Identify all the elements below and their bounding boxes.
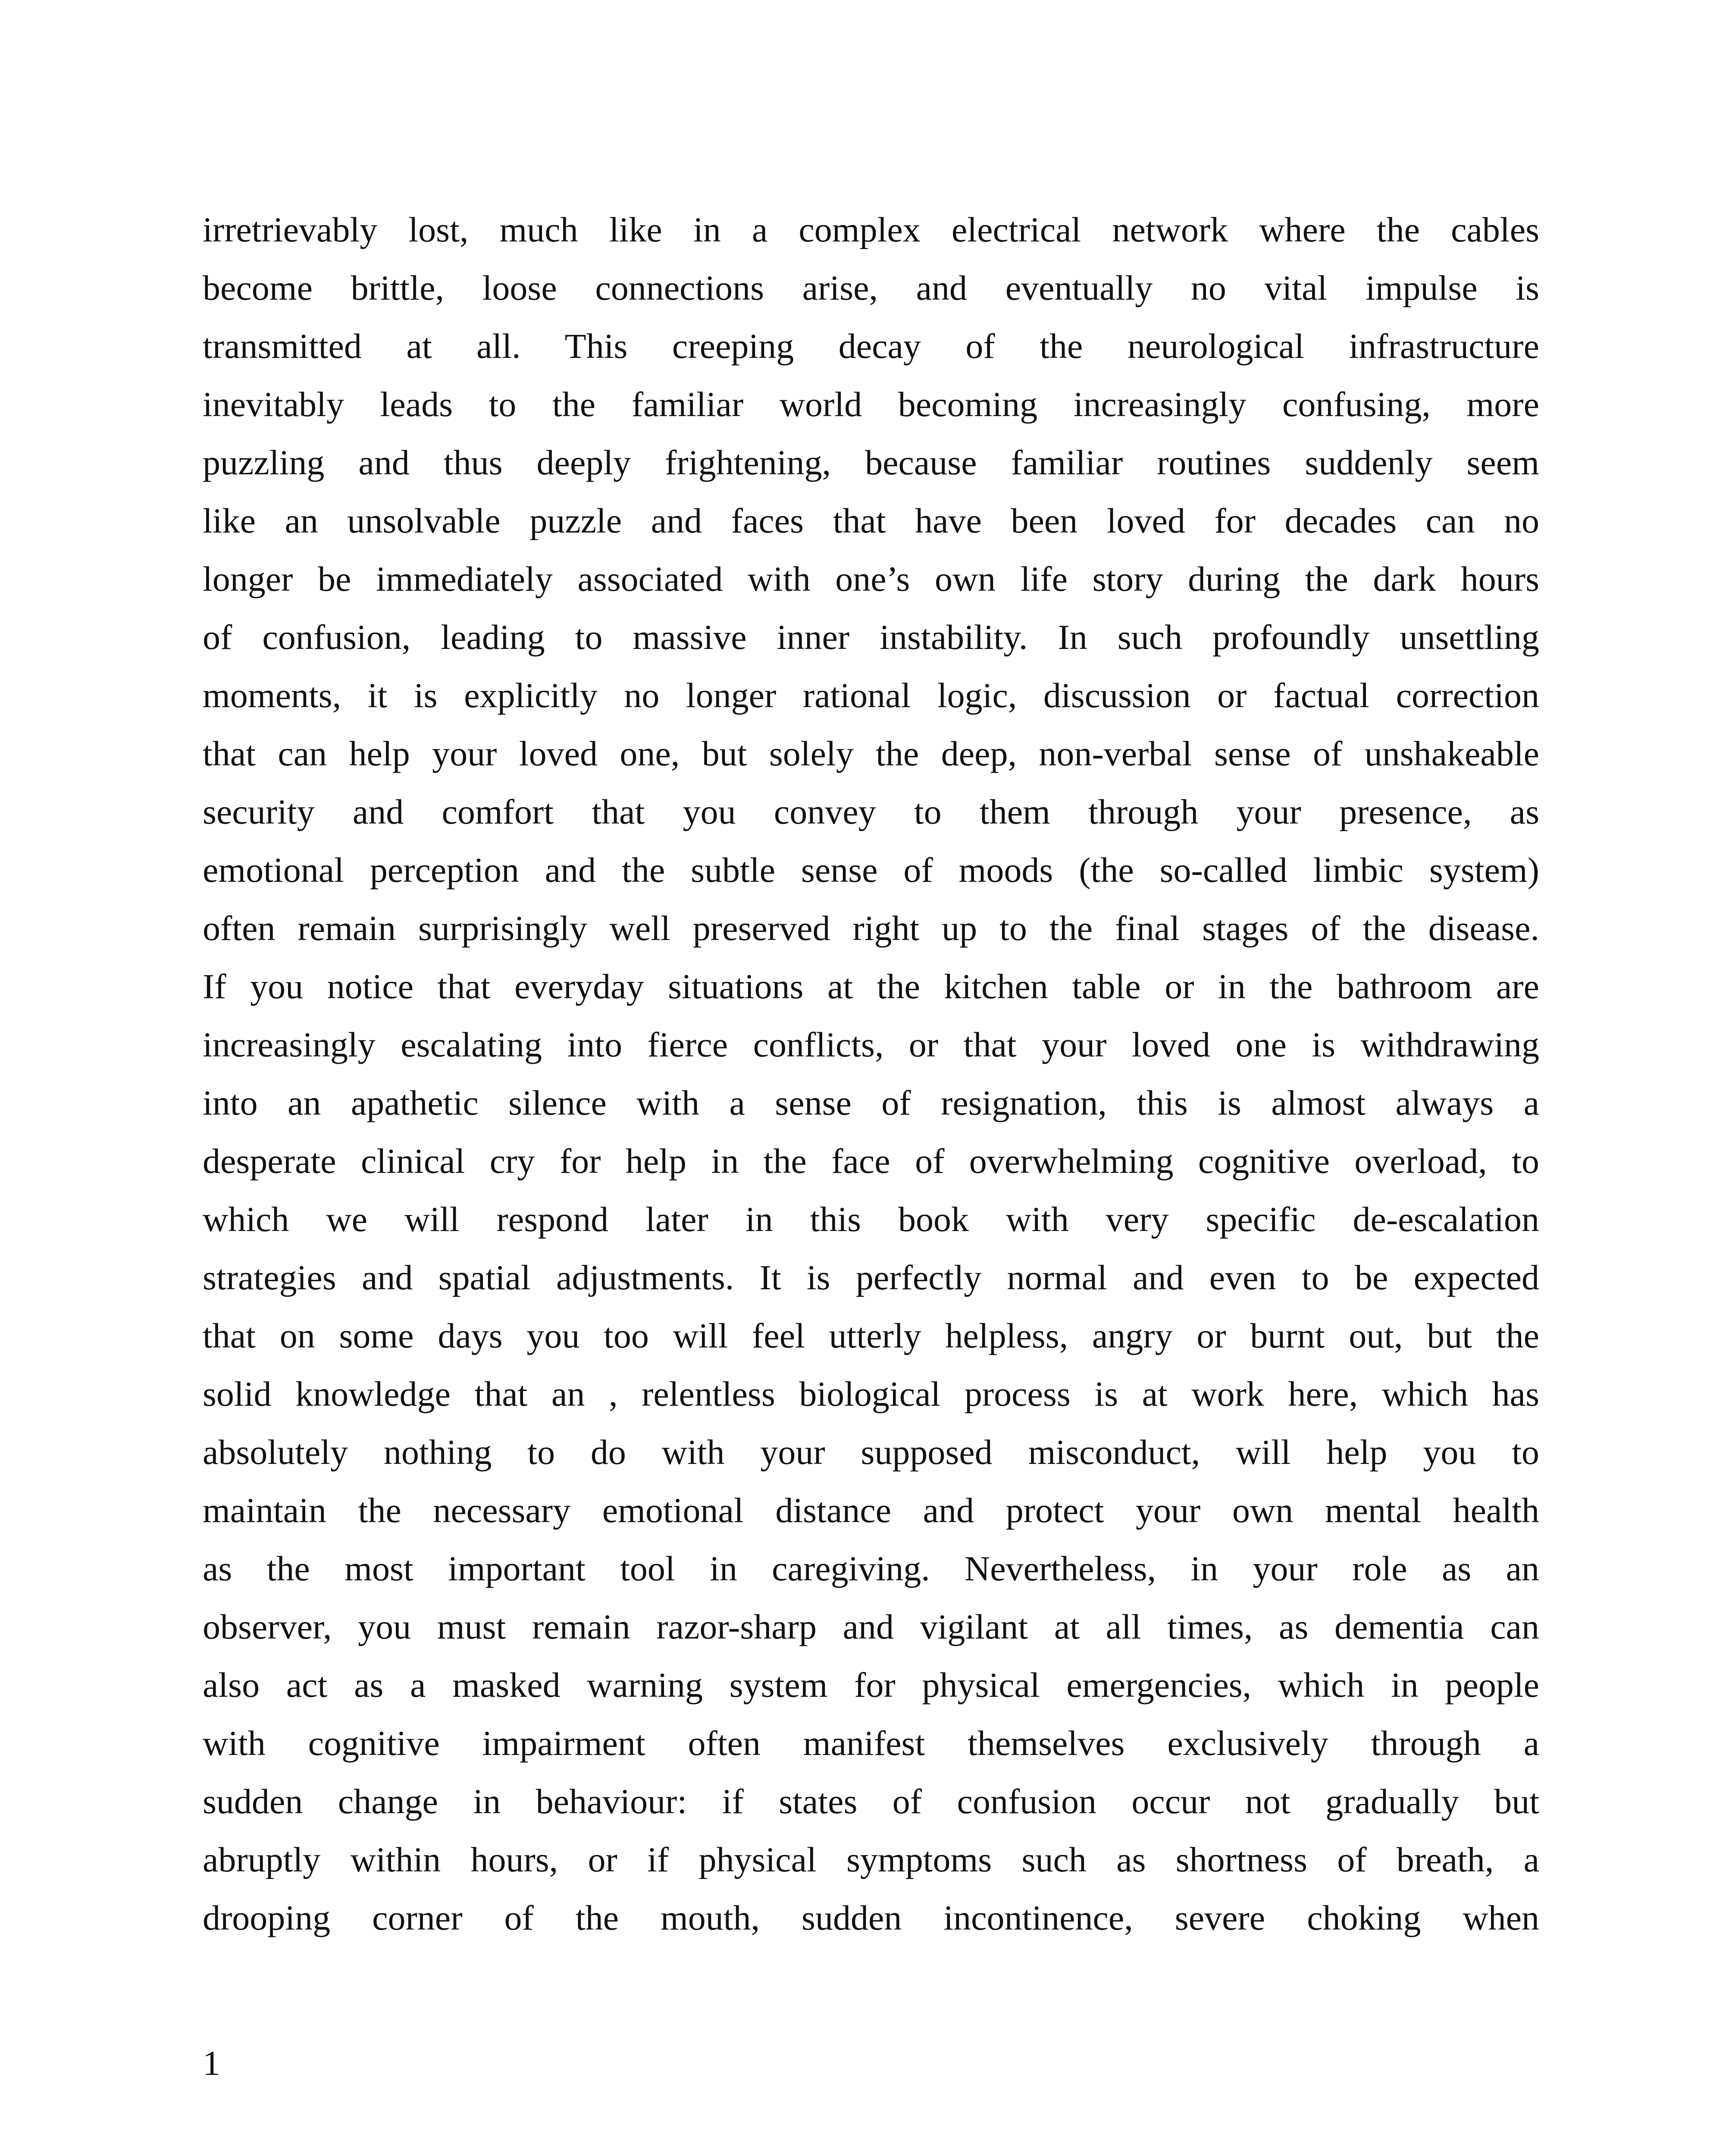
- text-line: security and comfort that you convey to them through your presence, as: [203, 792, 1539, 831]
- text-line: drooping corner of the mouth, sudden incontinence, severe choking when: [203, 1898, 1539, 1937]
- text-line: into an apathetic silence with a sense of resignation, this is almost always a: [203, 1083, 1539, 1122]
- text-line: puzzling and thus deeply frightening, because familiar routines suddenly seem: [203, 443, 1539, 482]
- text-line: sudden change in behaviour: if states of confusion occur not gradually but: [203, 1782, 1539, 1821]
- text-line: become brittle, loose connections arise, and eventually no vital impulse is: [203, 268, 1539, 307]
- text-line: of confusion, leading to massive inner instability. In such profoundly unsettling: [203, 617, 1539, 657]
- text-line: like an unsolvable puzzle and faces that have been loved for decades can no: [203, 501, 1539, 540]
- text-line: irretrievably lost, much like in a complex electrical network where the cables: [203, 210, 1539, 249]
- text-line: observer, you must remain razor-sharp and vigilant at all times, as dementia can: [203, 1607, 1539, 1646]
- text-line: inevitably leads to the familiar world becoming increasingly confusing, more: [203, 385, 1539, 424]
- text-line: If you notice that everyday situations at the kitchen table or in the bathroom are: [203, 967, 1539, 1006]
- body-paragraph: [203, 201, 1539, 1947]
- text-line: strategies and spatial adjustments. It is perfectly normal and even to be expected: [203, 1258, 1539, 1297]
- text-line: maintain the necessary emotional distance and protect your own mental health: [203, 1491, 1539, 1530]
- text-line: increasingly escalating into fierce conflicts, or that your loved one is withdrawing: [203, 1025, 1539, 1064]
- text-line: that on some days you too will feel utterly helpless, angry or burnt out, but the: [203, 1316, 1539, 1355]
- text-line: absolutely nothing to do with your supposed misconduct, will help you to: [203, 1432, 1539, 1472]
- text-line: moments, it is explicitly no longer rational logic, discussion or factual correction: [203, 676, 1539, 715]
- text-line: as the most important tool in caregiving. Nevertheless, in your role as an: [203, 1549, 1539, 1588]
- text-line: with cognitive impairment often manifest themselves exclusively through a: [203, 1724, 1539, 1763]
- text-line: abruptly within hours, or if physical symptoms such as shortness of breath, a: [203, 1840, 1539, 1879]
- text-line: longer be immediately associated with one’s own life story during the dark hours: [203, 559, 1539, 599]
- text-line: often remain surprisingly well preserved right up to the final stages of the disease.: [203, 909, 1539, 948]
- text-line: which we will respond later in this book with very specific de-escalation: [203, 1200, 1539, 1239]
- text-line: also act as a masked warning system for physical emergencies, which in people: [203, 1665, 1539, 1705]
- text-line: solid knowledge that an , relentless biological process is at work here, which has: [203, 1374, 1539, 1413]
- text-line: desperate clinical cry for help in the face of overwhelming cognitive overload, to: [203, 1141, 1539, 1181]
- text-line: that can help your loved one, but solely the deep, non-verbal sense of unshakeable: [203, 734, 1539, 773]
- text-line: emotional perception and the subtle sense of moods (the so-called limbic system): [203, 850, 1539, 890]
- page-number: 1: [203, 2043, 220, 2083]
- text-line: transmitted at all. This creeping decay of the neurological infrastructure: [203, 326, 1539, 366]
